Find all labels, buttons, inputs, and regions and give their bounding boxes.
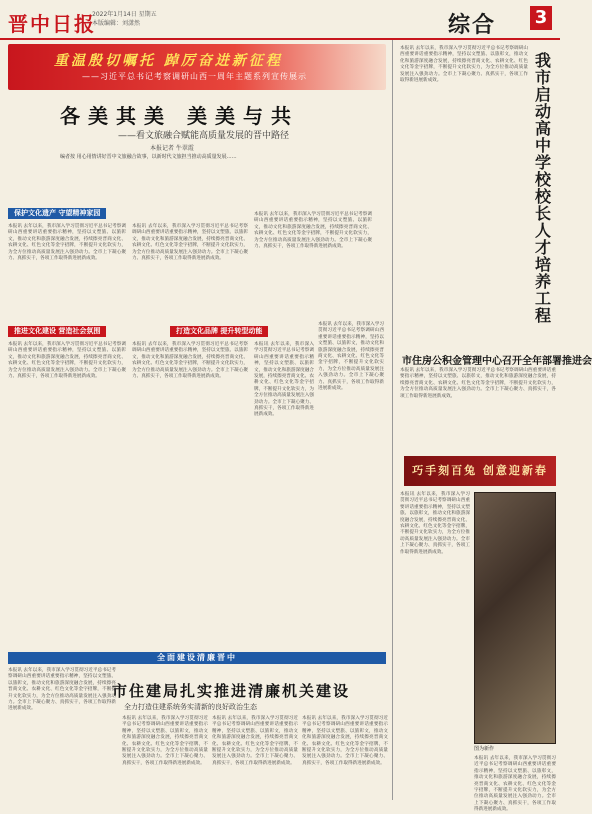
- article-column: 本报讯 去年以来，我市深入学习贯彻习近平总书记考察调研山西重要讲话重要指示精神，坚持以文塑旅、以旅彰文，推动文化和旅游深度融合发展，持续擦亮晋商文化、农耕文化、红色文化等金字招牌，不断提升文化软实力，为全方位推动高质量发展注入强劲动力。全市上下凝心聚力、真抓实干，各项工作取得新进展新成效。: [8, 224, 126, 262]
- right-headline: 市住房公积金管理中心召开全年部署推进会: [402, 356, 592, 367]
- article-column: 本报讯 去年以来，我市深入学习贯彻习近平总书记考察调研山西重要讲话重要指示精神，坚持以文塑旅、以旅彰文，推动文化和旅游深度融合发展，持续擦亮晋商文化、农耕文化、红色文化等金字招牌，不断提升文化软实力，为全方位推动高质量发展注入强劲动力。全市上下凝心聚力、真抓实干，各项工作取得新进展新成效。: [8, 342, 126, 380]
- page-number: 3: [530, 6, 552, 30]
- article-column: 本报讯 去年以来，我市深入学习贯彻习近平总书记考察调研山西重要讲话重要指示精神，坚持以文塑旅、以旅彰文，推动文化和旅游深度融合发展，持续擦亮晋商文化、农耕文化、红色文化等金字招牌，不断提升文化软实力，为全方位推动高质量发展注入强劲动力。全市上下凝心聚力、真抓实干，各项工作取得新进展新成效。: [132, 342, 248, 380]
- lower-theme-banner: 全面建设清廉晋中: [8, 652, 386, 664]
- lead-headline: 各美其美 美美与共: [60, 104, 299, 128]
- article-column: 本报讯 去年以来，我市深入学习贯彻习近平总书记考察调研山西重要讲话重要指示精神，坚持以文塑旅、以旅彰文，推动文化和旅游深度融合发展，持续擦亮晋商文化、农耕文化、红色文化等金字招牌，不断提升文化软实力，为全方位推动高质量发展注入强劲动力。全市上下凝心聚力、真抓实干，各项工作取得新进展新成效。: [318, 322, 384, 392]
- theme-banner-title: 重温殷切嘱托 踔厉奋进新征程: [54, 53, 283, 69]
- section-heading-2: 推进文化建设 营造社会氛围: [8, 326, 106, 337]
- section-heading-3: 打造文化品牌 提升转型动能: [170, 326, 268, 337]
- article-column: 本报讯 去年以来，我市深入学习贯彻习近平总书记考察调研山西重要讲话重要指示精神，坚持以文塑旅、以旅彰文，推动文化和旅游深度融合发展，持续擦亮晋商文化、农耕文化、红色文化等金字招牌，不断提升文化软实力，为全方位推动高质量发展注入强劲动力。全市上下凝心聚力、真抓实干，各项工作取得新进展新成效。: [8, 668, 116, 712]
- article-column: 本报讯 去年以来，我市深入学习贯彻习近平总书记考察调研山西重要讲话重要指示精神，坚持以文塑旅、以旅彰文，推动文化和旅游深度融合发展，持续擦亮晋商文化、农耕文化、红色文化等金字招牌，不断提升文化软实力，为全方位推动高质量发展注入强劲动力。全市上下凝心聚力、真抓实干，各项工作取得新进展新成效。: [132, 224, 248, 262]
- photo-caption: 图为新作: [474, 746, 495, 752]
- lead-byline: 本报记者 牛翠霞: [150, 145, 194, 152]
- art-headline-banner: 巧手刻百兔 创意迎新春: [404, 456, 556, 486]
- lower-headline: 市住建局扎实推进清廉机关建设: [112, 682, 351, 700]
- right-article-text: 本报讯 去年以来，我市深入学习贯彻习近平总书记考察调研山西重要讲话重要指示精神，坚持以文塑旅、以旅彰文，推动文化和旅游深度融合发展，持续擦亮晋商文化、农耕文化、红色文化等金字招牌，不断提升文化软实力，为全方位推动高质量发展注入强劲动力。全市上下凝心聚力、真抓实干，各项工作取得新进展新成效。: [400, 492, 470, 555]
- newspaper-logo: 晋中日报: [8, 12, 96, 36]
- issue-date: 2022年1月14日 星期五: [92, 11, 157, 18]
- right-article-text: 本报讯 去年以来，我市深入学习贯彻习近平总书记考察调研山西重要讲话重要指示精神，坚持以文塑旅、以旅彰文，推动文化和旅游深度融合发展，持续擦亮晋商文化、农耕文化、红色文化等金字招牌，不断提升文化软实力，为全方位推动高质量发展注入强劲动力。全市上下凝心聚力、真抓实干，各项工作取得新进展新成效。: [400, 368, 556, 399]
- page-editor: 本版编辑：刘潇然: [92, 20, 141, 27]
- editor-note: 编者按 用心用情讲好晋中文旅融合故事，以新时代文旅担当推动高质量发展……: [60, 154, 237, 160]
- right-article-text: 本报讯 去年以来，我市深入学习贯彻习近平总书记考察调研山西重要讲话重要指示精神，坚持以文塑旅、以旅彰文，推动文化和旅游深度融合发展，持续擦亮晋商文化、农耕文化、红色文化等金字招牌，不断提升文化软实力，为全方位推动高质量发展注入强劲动力。全市上下凝心聚力、真抓实干，各项工作取得新进展新成效。: [400, 46, 528, 84]
- issue-info: [92, 10, 157, 28]
- lead-subhead: ——看文旅融合赋能高质量发展的晋中路径: [118, 131, 290, 141]
- article-column: 本报讯 去年以来，我市深入学习贯彻习近平总书记考察调研山西重要讲话重要指示精神，坚持以文塑旅、以旅彰文，推动文化和旅游深度融合发展，持续擦亮晋商文化、农耕文化、红色文化等金字招牌，不断提升文化软实力，为全方位推动高质量发展注入强劲动力。全市上下凝心聚力、真抓实干，各项工作取得新进展新成效。: [122, 716, 208, 766]
- paper-cut-photo: [474, 492, 556, 744]
- vertical-headline: 我市启动高中学校校长人才培养工程: [534, 51, 551, 325]
- section-name: 综合: [448, 13, 497, 38]
- right-article-text: 本报讯 去年以来，我市深入学习贯彻习近平总书记考察调研山西重要讲话重要指示精神，坚持以文塑旅、以旅彰文，推动文化和旅游深度融合发展，持续擦亮晋商文化、农耕文化、红色文化等金字招牌，不断提升文化软实力，为全方位推动高质量发展注入强劲动力。全市上下凝心聚力、真抓实干，各项工作取得新进展新成效。: [474, 756, 556, 813]
- column-divider: [392, 40, 393, 800]
- article-column: 本报讯 去年以来，我市深入学习贯彻习近平总书记考察调研山西重要讲话重要指示精神，坚持以文塑旅、以旅彰文，推动文化和旅游深度融合发展，持续擦亮晋商文化、农耕文化、红色文化等金字招牌，不断提升文化软实力，为全方位推动高质量发展注入强劲动力。全市上下凝心聚力、真抓实干，各项工作取得新进展新成效。: [212, 716, 298, 766]
- article-column: 本报讯 去年以来，我市深入学习贯彻习近平总书记考察调研山西重要讲话重要指示精神，坚持以文塑旅、以旅彰文，推动文化和旅游深度融合发展，持续擦亮晋商文化、农耕文化、红色文化等金字招牌，不断提升文化软实力，为全方位推动高质量发展注入强劲动力。全市上下凝心聚力、真抓实干，各项工作取得新进展新成效。: [254, 342, 314, 418]
- theme-banner-subtitle: ——习近平总书记考察调研山西一周年主题系列宣传展示: [82, 72, 307, 81]
- lower-subhead: 全力打造住建系统务实清新的良好政治生态: [124, 703, 257, 711]
- article-column: 本报讯 去年以来，我市深入学习贯彻习近平总书记考察调研山西重要讲话重要指示精神，坚持以文塑旅、以旅彰文，推动文化和旅游深度融合发展，持续擦亮晋商文化、农耕文化、红色文化等金字招牌，不断提升文化软实力，为全方位推动高质量发展注入强劲动力。全市上下凝心聚力、真抓实干，各项工作取得新进展新成效。: [254, 212, 372, 250]
- section-heading-1: 保护文化遗产 守望精神家园: [8, 208, 106, 219]
- article-column: 本报讯 去年以来，我市深入学习贯彻习近平总书记考察调研山西重要讲话重要指示精神，坚持以文塑旅、以旅彰文，推动文化和旅游深度融合发展，持续擦亮晋商文化、农耕文化、红色文化等金字招牌，不断提升文化软实力，为全方位推动高质量发展注入强劲动力。全市上下凝心聚力、真抓实干，各项工作取得新进展新成效。: [302, 716, 388, 766]
